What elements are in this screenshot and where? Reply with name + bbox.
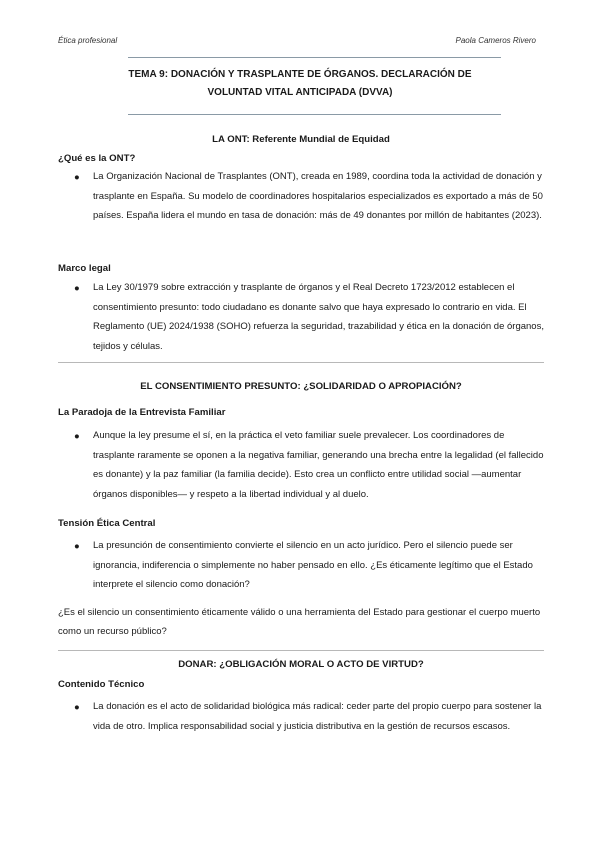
section-1-title: LA ONT: Referente Mundial de Equidad: [212, 134, 390, 145]
section-2-subheading-1: La Paradoja de la Entrevista Familiar: [58, 407, 226, 418]
section-2-paragraph-2: La presunción de consentimiento convierte el silencio en un acto jurídico. Pero el silencio puede ser ignorancia, indiferencia o simplemente no haber pensado en ello. ¿Es éticamente legítimo que el Estado interprete el silencio como donación?: [93, 540, 533, 590]
title-bottom-rule: [128, 114, 501, 115]
section-3-subheading-1: Contenido Técnico: [58, 679, 145, 690]
bullet-icon: ●: [74, 283, 80, 294]
header-subject: Ética profesional: [58, 36, 118, 45]
title-top-rule: [128, 57, 501, 58]
section-2-subheading-2: Tensión Ética Central: [58, 518, 156, 529]
section-1-subheading-2: Marco legal: [58, 263, 111, 274]
section-2-title: EL CONSENTIMIENTO PRESUNTO: ¿SOLIDARIDAD O APROPIACIÓN?: [140, 381, 462, 392]
page-title-line-2: VOLUNTAD VITAL ANTICIPADA (DVVA): [207, 87, 393, 98]
section-1-subheading-1: ¿Qué es la ONT?: [58, 153, 136, 164]
section-divider: [58, 650, 544, 651]
section-2-question: ¿Es el silencio un consentimiento éticamente válido o una herramienta del Estado para gestionar el cuerpo muerto como un recurso público?: [58, 607, 541, 637]
header-author: Paola Cameros Rivero: [455, 36, 536, 45]
section-3-title: DONAR: ¿OBLIGACIÓN MORAL O ACTO DE VIRTUD?: [178, 659, 424, 670]
bullet-icon: ●: [74, 702, 80, 713]
section-1-paragraph-1: La Organización Nacional de Trasplantes (ONT), creada en 1989, coordina toda la actividad de donación y trasplante en España. Su modelo de coordinadores hospitalarios especializados es exportado a más de 50 países. España lidera el mundo en tasa de donación: más de 49 donantes por millón de habitantes (2023).: [93, 171, 543, 221]
section-1-paragraph-2: La Ley 30/1979 sobre extracción y trasplante de órganos y el Real Decreto 1723/2012 establecen el consentimiento presunto: todo ciudadano es donante salvo que haya expresado lo contrario en vida. El Reglamento (UE) 2024/1938 (SOHO) refuerza la seguridad, trazabilidad y ética en la donación de órganos, tejidos y células.: [93, 282, 544, 352]
bullet-icon: ●: [74, 541, 80, 552]
section-2-paragraph-1: Aunque la ley presume el sí, en la práctica el veto familiar suele prevalecer. Los coordinadores de trasplante raramente se oponen a la negativa familiar, generando una brecha entre la legalidad (el fallecido es donante) y la paz familiar (la familia decide). Esto crea un conflicto entre utilidad social —aumentar órganos disponibles— y respeto a la libertad individual y al duelo.: [93, 430, 544, 500]
bullet-icon: ●: [74, 431, 80, 442]
section-divider: [58, 362, 544, 363]
section-3-paragraph-1: La donación es el acto de solidaridad biológica más radical: ceder parte del propio cuerpo para sostener la vida de otro. Implica responsabilidad social y justicia distributiva en la gestión de recursos escasos.: [93, 701, 542, 732]
page-title-line-1: TEMA 9: DONACIÓN Y TRASPLANTE DE ÓRGANOS. DECLARACIÓN DE: [128, 69, 472, 80]
bullet-icon: ●: [74, 172, 80, 183]
